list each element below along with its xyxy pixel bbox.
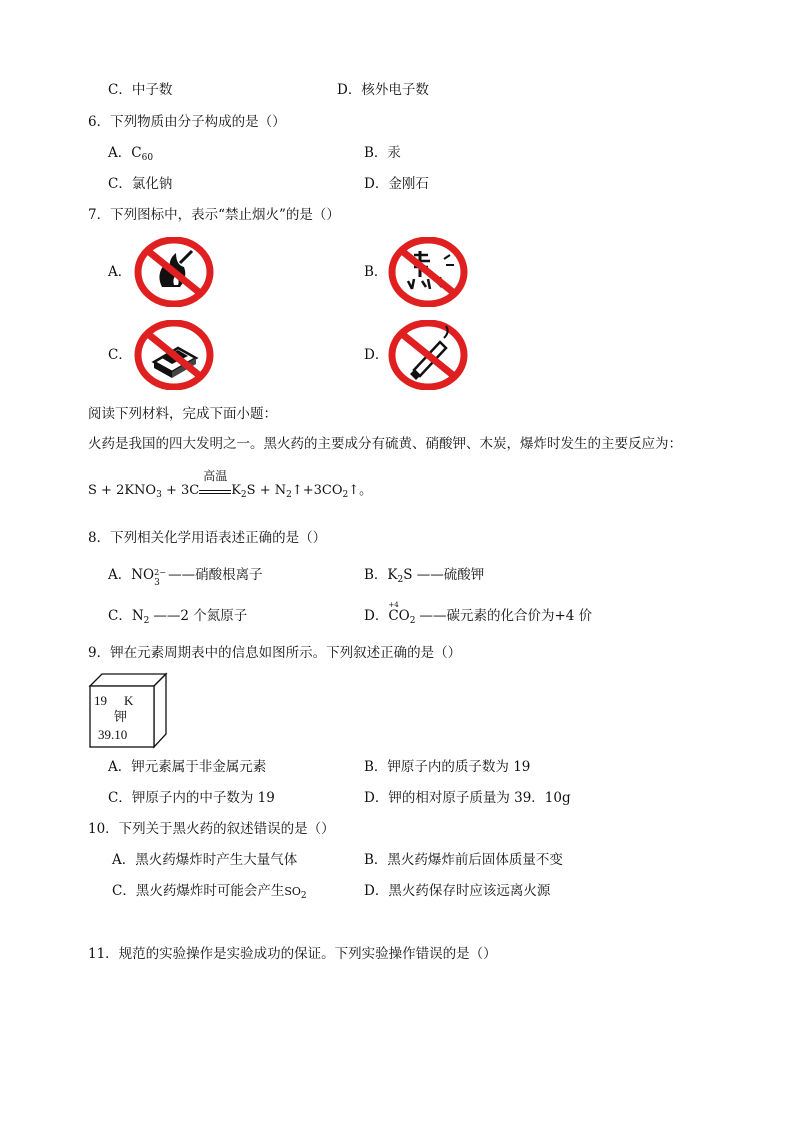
q7-option-b-label: B． bbox=[364, 264, 388, 280]
element-name: 钾 bbox=[114, 710, 128, 725]
q10-option-a: A．黑火药爆炸时产生大量气体 bbox=[112, 852, 298, 868]
potassium-element-card bbox=[88, 672, 170, 750]
reaction-equation: $S + 2KNO_3 + 3C$ 高温 $K_2S$ + $N_2↑+3CO_2↑$。 bbox=[88, 469, 373, 500]
q7-option-a-label: A． bbox=[108, 264, 132, 280]
q6-option-a: A．$C_{60}$ bbox=[108, 145, 154, 163]
q11-stem: 11．规范的实验操作是实验成功的保证。下列实验操作错误的是（） bbox=[88, 946, 497, 962]
q10-stem: 10．下列关于黑火药的叙述错误的是（） bbox=[88, 821, 335, 837]
q8-option-b: B．$K_2S$ ——硫酸钾 bbox=[364, 567, 485, 585]
q9-option-b: B．钾原子内的质子数为 19 bbox=[364, 759, 531, 775]
no-matches-icon bbox=[134, 320, 214, 394]
q8-option-d: D． +4 $CO_2$ ——碳元素的化合价为+4 价 bbox=[364, 601, 593, 626]
q10-option-d: D．黑火药保存时应该远离火源 bbox=[364, 883, 551, 899]
q10-option-c: C．黑火药爆炸时可能会产生$SO_2$ bbox=[112, 883, 307, 901]
material-intro: 阅读下列材料，完成下面小题： bbox=[88, 406, 277, 422]
q7-option-d-label: D． bbox=[364, 347, 389, 363]
q5-option-d: D．核外电子数 bbox=[337, 82, 429, 98]
material-text: 火药是我国的四大发明之一。黑火药的主要成分有硫黄、硝酸钾、木炭，爆炸时发生的主要反应为： bbox=[88, 436, 682, 452]
q9-option-d: D．钾的相对原子质量为 39．10g bbox=[364, 790, 571, 806]
q7-stem: 7．下列图标中，表示“禁止烟火”的是（） bbox=[88, 207, 340, 223]
q6-option-b: B．汞 bbox=[364, 145, 401, 161]
q10-option-b: B．黑火药爆炸前后固体质量不变 bbox=[364, 852, 563, 868]
element-symbol: K bbox=[124, 693, 134, 708]
element-number: 19 bbox=[94, 693, 107, 708]
q8-option-c: C．$N_2$ ——2 个氮原子 bbox=[108, 608, 248, 626]
no-smoking-icon bbox=[388, 320, 468, 394]
reaction-condition: 高温 bbox=[203, 469, 228, 483]
no-fireworks-icon bbox=[388, 237, 468, 311]
q5-option-c: C．中子数 bbox=[108, 82, 173, 98]
q9-stem: 9．钾在元素周期表中的信息如图所示。下列叙述正确的是（） bbox=[88, 645, 462, 661]
q6-stem: 6．下列物质由分子构成的是（） bbox=[88, 114, 286, 130]
q8-stem: 8．下列相关化学用语表述正确的是（） bbox=[88, 530, 327, 546]
q7-option-c-label: C． bbox=[108, 347, 132, 363]
element-mass: 39.10 bbox=[98, 727, 128, 742]
q8-option-a: A．NO 2− 3 ——硝酸根离子 bbox=[108, 567, 263, 588]
no-fire-icon bbox=[134, 237, 214, 311]
q9-option-a: A．钾元素属于非金属元素 bbox=[108, 759, 267, 775]
q9-option-c: C．钾原子内的中子数为 19 bbox=[108, 790, 275, 806]
q6-option-d: D．金刚石 bbox=[364, 176, 429, 192]
q6-option-c: C．氯化钠 bbox=[108, 176, 173, 192]
